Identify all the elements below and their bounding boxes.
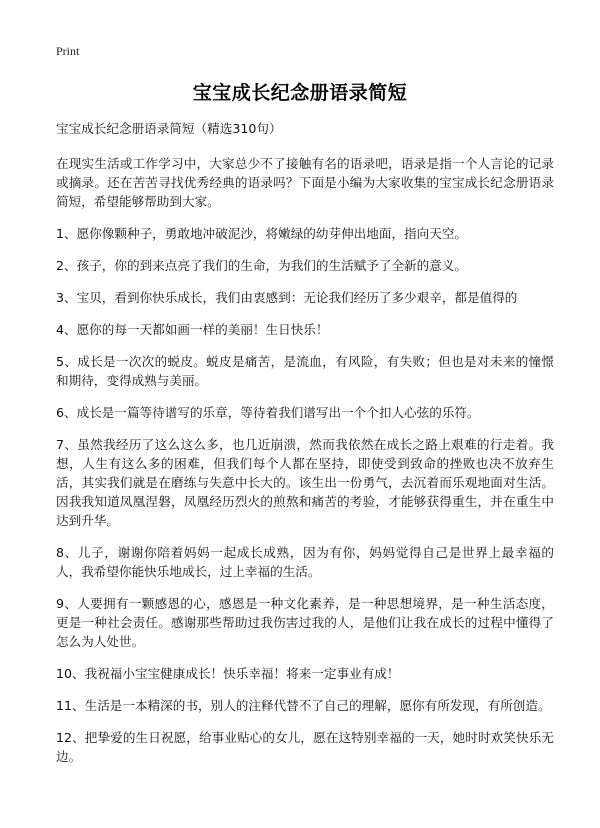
- quote-item-8: 8、儿子，谢谢你陪着妈妈一起成长成熟，因为有你，妈妈觉得自己是世界上最幸福的人，我希望你能快乐地成长，过上幸福的生活。: [56, 545, 554, 579]
- quote-item-9: 9、人要拥有一颗感恩的心，感恩是一种文化素养，是一种思想境界，是一种生活态度，更是一种社会责任。感谢那些帮助过我伤害过我的人，是他们让我在成长的过程中懂得了怎么为人处世。: [56, 596, 554, 649]
- article-subtitle: 宝宝成长纪念册语录简短（精选310句）: [56, 121, 282, 136]
- quote-item-3: 3、宝贝，看到你快乐成长，我们由衷感到：无论我们经历了多少艰辛，都是值得的: [56, 290, 518, 305]
- article-body: [56, 119, 554, 779]
- quote-item-1: 1、愿你像颗种子，勇敢地冲破泥沙，将嫩绿的幼芽伸出地面，指向天空。: [56, 226, 468, 241]
- quote-item-2: 2、孩子，你的到来点亮了我们的生命，为我们的生活赋予了全新的意义。: [56, 258, 468, 273]
- intro-paragraph: 在现实生活或工作学习中，大家总少不了接触有名的语录吧，语录是指一个人言论的记录或摘录。还在苦苦寻找优秀经典的语录吗？下面是小编为大家收集的宝宝成长纪念册语录简短，希望能够帮助到大家。: [56, 156, 554, 209]
- quote-item-7: 7、虽然我经历了这么这么多，也几近崩溃，然而我依然在成长之路上艰难的行走着。我想，人生有这么多的困难，但我们每个人都在坚持，即使受到致命的挫败也决不放弃生活，其实我们就是在磨练与失意中长大的。该生出一份勇气，去沉着而乐观地面对生活。因我我知道凤凰涅磐，凤凰经历烈火的煎熬和痛苦的考验，才能够获得重生，并在重生中达到升华。: [56, 437, 554, 528]
- page-title: 宝宝成长纪念册语录简短: [192, 82, 408, 104]
- quote-item-6: 6、成长是一篇等待谱写的乐章，等待着我们谱写出一个个扣人心弦的乐符。: [56, 405, 480, 420]
- print-label: Print: [56, 44, 80, 58]
- quote-item-12: 12、把挚爱的生日祝愿，给事业贴心的女儿，愿在这特别幸福的一天，她时时欢笑快乐无边。: [56, 730, 554, 764]
- quote-item-11: 11、生活是一本精深的书，别人的注释代替不了自己的理解，愿你有所发现，有所创造。: [56, 698, 551, 713]
- quote-item-4: 4、愿你的每一天都如画一样的美丽！生日快乐！: [56, 322, 329, 337]
- quote-item-5: 5、成长是一次次的蜕皮。蜕皮是痛苦，是流血，有风险，有失败；但也是对未来的憧憬和期待，变得成熟与美丽。: [56, 354, 554, 388]
- quote-item-10: 10、我祝福小宝宝健康成长！快乐幸福！将来一定事业有成！: [56, 666, 400, 681]
